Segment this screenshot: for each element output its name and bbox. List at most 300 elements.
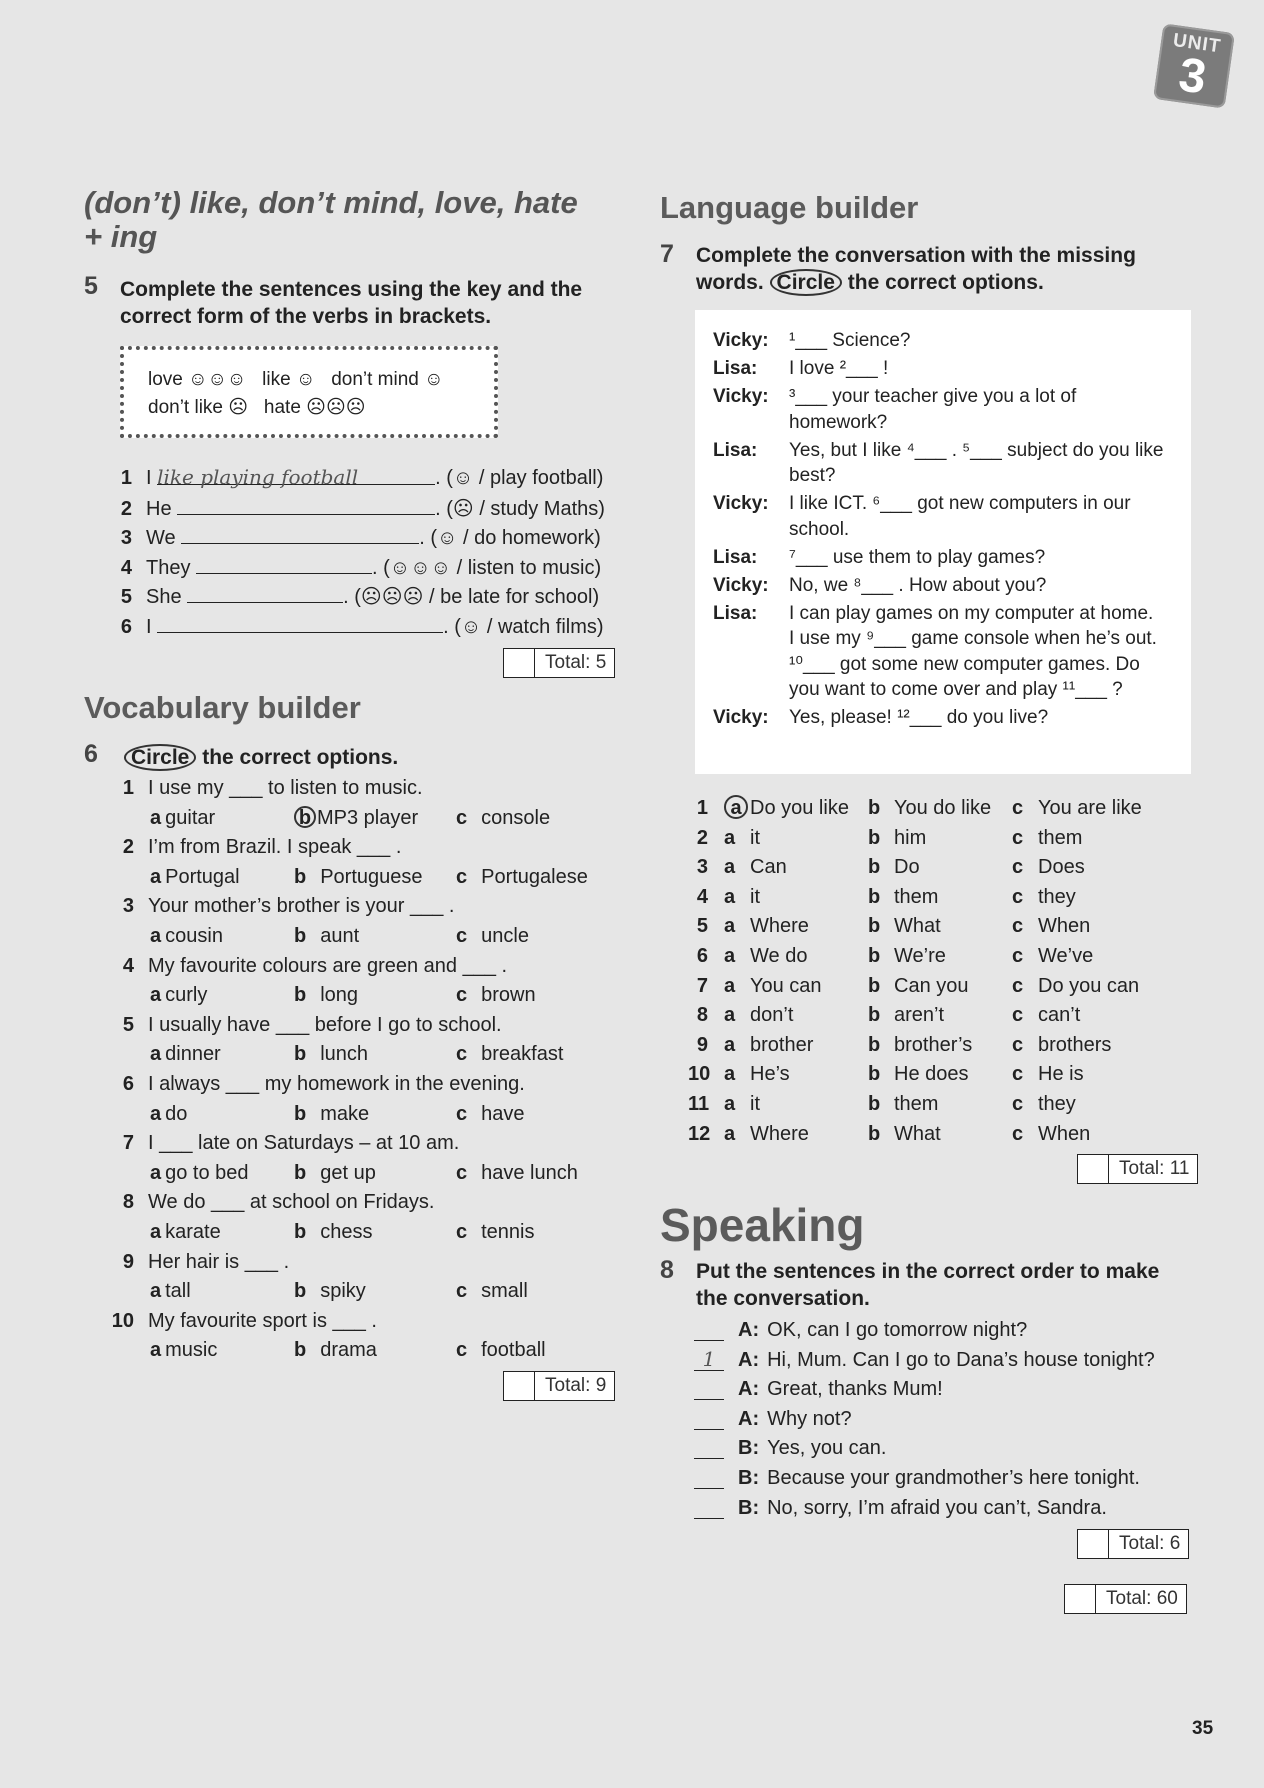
item-number: 10: [688, 1063, 711, 1086]
question-text: I ___ late on Saturdays – at 10 am.: [148, 1132, 460, 1155]
option-letter: c: [456, 1220, 468, 1243]
key-line-1: love ☺☺☺ like ☺ don’t mind ☺: [148, 369, 444, 390]
vocab-question: [108, 1070, 648, 1100]
answer-blank[interactable]: [196, 553, 372, 574]
option-letter: a: [150, 1339, 162, 1362]
turn-text: [789, 438, 1163, 489]
option-c[interactable]: [456, 1100, 525, 1130]
option-text: it: [750, 826, 760, 849]
option-c[interactable]: [456, 1159, 578, 1189]
answer-blank[interactable]: [187, 582, 343, 603]
turn-text: [789, 491, 1131, 542]
conversation-turn: [713, 601, 1191, 703]
option-text: Do: [894, 856, 920, 879]
exercise-6-instruction: [124, 744, 398, 771]
option-c[interactable]: [456, 1218, 535, 1248]
option-b[interactable]: [868, 1060, 969, 1090]
option-letter: a: [724, 1033, 736, 1056]
item-number: 8: [696, 1004, 708, 1027]
option-c[interactable]: [1012, 972, 1139, 1002]
option-letter: c: [1012, 1122, 1024, 1145]
item-number: 3: [120, 527, 132, 550]
question-text: I use my ___ to listen to music.: [148, 777, 423, 799]
instruction-line-2a: words.: [696, 271, 764, 294]
turn-line: I like ICT. ⁶___ got new computers in our: [789, 493, 1131, 514]
item-number: 11: [688, 1092, 710, 1115]
vocab-options: [108, 922, 648, 952]
option-letter: c: [456, 1339, 468, 1362]
option-b[interactable]: [294, 1040, 368, 1070]
option-letter: b: [868, 1033, 881, 1056]
item-number: 9: [122, 1250, 134, 1273]
option-a[interactable]: [724, 1031, 813, 1061]
conversation-turn: [713, 545, 1191, 571]
option-letter: b: [868, 1063, 881, 1086]
language-option-row: [688, 853, 1208, 883]
item-number: 5: [696, 915, 708, 938]
speaker-name: Vicky:: [713, 707, 769, 728]
option-b[interactable]: [868, 972, 969, 1002]
option-letter-circled: b: [294, 806, 316, 828]
item-number: 9: [696, 1033, 708, 1056]
vocab-options: [108, 1218, 648, 1248]
item-number: 8: [122, 1191, 134, 1214]
option-b[interactable]: [868, 824, 926, 854]
option-letter: a: [150, 1220, 162, 1243]
option-text: You can: [750, 974, 822, 997]
turn-line: I love ²___ !: [789, 358, 889, 379]
item-subject: She: [146, 586, 182, 609]
grammar-title: [84, 186, 644, 254]
turn-text: [789, 545, 1045, 571]
turn-text: [789, 705, 1048, 731]
option-letter: a: [724, 826, 736, 849]
answer-blank[interactable]: [177, 494, 435, 515]
option-a[interactable]: [724, 853, 787, 883]
option-b[interactable]: [294, 1218, 372, 1248]
option-b[interactable]: [868, 883, 938, 913]
speaker-name: Lisa:: [713, 602, 758, 624]
option-text: He’s: [750, 1063, 790, 1086]
language-option-row: [688, 1001, 1208, 1031]
option-b[interactable]: [294, 804, 418, 834]
conversation-turn: [713, 573, 1191, 599]
option-b[interactable]: [294, 922, 359, 952]
option-letter: c: [456, 806, 468, 829]
option-letter: b: [294, 1280, 307, 1303]
language-option-row: [688, 1120, 1208, 1150]
option-text: He does: [894, 1063, 969, 1086]
option-letter: c: [1012, 1033, 1024, 1056]
speaker-name: Lisa:: [713, 546, 758, 568]
instruction-line-2: the conversation.: [696, 1287, 870, 1310]
option-c[interactable]: [1012, 1031, 1111, 1061]
speaker-label: A:: [738, 1319, 760, 1341]
answer-blank[interactable]: [181, 523, 419, 544]
option-a[interactable]: [150, 1218, 221, 1248]
option-a[interactable]: [724, 1090, 760, 1120]
option-letter: c: [1012, 826, 1024, 849]
score-input-box[interactable]: [1065, 1585, 1096, 1613]
language-option-row: [688, 942, 1208, 972]
answer-blank[interactable]: [157, 612, 443, 633]
option-text: What: [894, 1122, 941, 1145]
option-text: brother: [750, 1033, 814, 1056]
option-letter: a: [724, 1063, 736, 1086]
option-c[interactable]: [1012, 1090, 1076, 1120]
score-input-box[interactable]: [504, 1372, 535, 1400]
option-text: tennis: [481, 1220, 535, 1243]
language-option-row: [688, 912, 1208, 942]
option-a[interactable]: [724, 1120, 809, 1150]
option-letter: a: [724, 885, 736, 908]
item-number: 5: [120, 586, 132, 609]
option-text: guitar: [165, 806, 216, 829]
item-number: 10: [111, 1309, 134, 1332]
option-letter: b: [868, 885, 881, 908]
speaking-item: [694, 1434, 1214, 1464]
option-b[interactable]: [294, 863, 423, 893]
speaker-name: Vicky:: [713, 493, 769, 514]
option-b[interactable]: [868, 1120, 941, 1150]
option-c[interactable]: [1012, 1060, 1084, 1090]
option-b[interactable]: [868, 942, 946, 972]
option-text: Where: [750, 915, 809, 938]
speaker-label: B:: [738, 1496, 760, 1519]
speaker-label: B:: [738, 1466, 760, 1489]
option-letter: a: [724, 1122, 736, 1145]
vocab-question: [108, 892, 648, 922]
option-text: We’ve: [1038, 944, 1094, 967]
option-c[interactable]: [1012, 1001, 1080, 1031]
order-blank[interactable]: [694, 1318, 724, 1341]
question-text: Her hair is ___ .: [148, 1250, 290, 1273]
score-input-box[interactable]: [1078, 1155, 1109, 1183]
item-number: 5: [122, 1013, 134, 1036]
speaking-text: Hi, Mum. Can I go to Dana’s house tonight?: [767, 1348, 1155, 1371]
option-c[interactable]: [1012, 942, 1093, 972]
item-cue: . (☺☺☺ / listen to music): [372, 556, 602, 579]
option-letter: c: [1012, 885, 1024, 908]
option-b[interactable]: [294, 1336, 377, 1366]
option-c[interactable]: [456, 922, 529, 952]
key-line-2: don’t like ☹ hate ☹☹☹: [148, 397, 366, 418]
option-text: have: [481, 1102, 525, 1125]
order-blank[interactable]: [694, 1377, 724, 1400]
option-text: karate: [165, 1220, 221, 1243]
conversation-turn: [713, 438, 1191, 489]
option-a[interactable]: [150, 1159, 249, 1189]
option-text: brown: [481, 984, 536, 1007]
option-a[interactable]: [724, 1060, 790, 1090]
option-text: curly: [165, 984, 208, 1007]
grammar-title-line2: + ing: [84, 219, 158, 254]
language-option-row: [688, 824, 1208, 854]
order-blank[interactable]: [694, 1407, 724, 1430]
item-number: 7: [696, 974, 708, 997]
option-c[interactable]: [456, 1336, 546, 1366]
option-text: Portuguese: [320, 865, 423, 888]
option-a[interactable]: [150, 1100, 187, 1130]
option-a[interactable]: [150, 981, 207, 1011]
option-b[interactable]: [294, 1159, 376, 1189]
order-blank[interactable]: 1: [694, 1348, 724, 1371]
option-c[interactable]: [1012, 794, 1142, 824]
item-number: 4: [696, 885, 708, 908]
vocab-options: [108, 981, 648, 1011]
conversation-turn: [713, 356, 1191, 382]
vocab-question: [108, 1188, 648, 1218]
speaking-title: Speaking: [660, 1199, 865, 1251]
option-a[interactable]: [724, 883, 760, 913]
item-number: 3: [122, 895, 134, 918]
option-c[interactable]: [1012, 883, 1076, 913]
option-c[interactable]: [1012, 1120, 1090, 1150]
item-number: 1: [696, 797, 708, 819]
order-blank[interactable]: [694, 1436, 724, 1459]
turn-text: [789, 328, 910, 354]
option-a[interactable]: [724, 1001, 793, 1031]
turn-line: ⁷___ use them to play games?: [789, 546, 1046, 568]
speaker-name: Vicky:: [713, 386, 769, 407]
option-c[interactable]: [456, 1040, 563, 1070]
option-text: Can you: [894, 974, 969, 997]
page-number: 35: [1192, 1718, 1214, 1739]
turn-text: [789, 601, 1157, 703]
option-c[interactable]: [456, 1277, 528, 1307]
option-letter: c: [456, 1161, 468, 1184]
option-letter: b: [868, 797, 881, 819]
option-a[interactable]: [150, 804, 215, 834]
option-letter: c: [456, 1043, 468, 1066]
speaking-item: [694, 1346, 1214, 1376]
vocab-question: [108, 952, 648, 982]
grammar-item: [114, 464, 634, 494]
option-b[interactable]: [294, 981, 358, 1011]
instruction-line-2: correct form of the verbs in brackets.: [120, 305, 492, 328]
option-letter: b: [294, 984, 307, 1007]
option-letter: c: [456, 1102, 468, 1125]
item-number: 2: [696, 826, 708, 849]
total-label: Total: 9: [545, 1375, 607, 1396]
turn-line: best?: [789, 465, 836, 486]
option-letter: b: [868, 915, 881, 938]
option-text: don’t: [750, 1004, 794, 1027]
total-box-7: [1077, 1154, 1198, 1184]
option-text: When: [1038, 915, 1091, 938]
item-subject: He: [146, 497, 172, 520]
exercise-5-items: [114, 464, 634, 642]
turn-line: I use my ⁹___ game console when he’s out.: [789, 628, 1157, 649]
option-letter: a: [150, 924, 162, 947]
option-a[interactable]: [150, 1336, 217, 1366]
language-option-row: [688, 883, 1208, 913]
option-text: him: [894, 826, 927, 849]
question-text: I usually have ___ before I go to school.: [148, 1013, 502, 1036]
option-letter: a: [150, 1161, 162, 1184]
total-label: Total: 6: [1119, 1533, 1181, 1554]
vocab-options: [108, 1100, 648, 1130]
option-letter: b: [868, 856, 881, 879]
option-text: it: [750, 1092, 760, 1115]
option-letter: c: [456, 924, 468, 947]
option-b[interactable]: [868, 853, 920, 883]
option-a[interactable]: [724, 824, 760, 854]
option-letter: b: [294, 1102, 307, 1125]
option-letter: b: [294, 865, 307, 888]
exercise-5-instruction: [120, 276, 640, 330]
option-a[interactable]: [150, 1277, 191, 1307]
option-a[interactable]: [724, 794, 849, 824]
option-text: We do: [750, 944, 808, 967]
answer-blank[interactable]: like playing football: [157, 464, 435, 485]
option-text: aren’t: [894, 1004, 945, 1027]
option-b[interactable]: [294, 1100, 369, 1130]
item-number: 6: [122, 1072, 134, 1095]
speaking-text: OK, can I go tomorrow night?: [767, 1319, 1028, 1341]
option-text: them: [894, 885, 939, 908]
speaking-item: [694, 1464, 1214, 1494]
option-b[interactable]: [868, 1031, 972, 1061]
vocab-options: [108, 1277, 648, 1307]
option-b[interactable]: [868, 912, 941, 942]
vocab-options: [108, 804, 648, 834]
option-letter: b: [294, 1220, 307, 1243]
option-b[interactable]: [294, 1277, 366, 1307]
item-subject: They: [146, 556, 191, 579]
option-text: it: [750, 885, 760, 908]
option-text: aunt: [320, 924, 360, 947]
instruction-line-1: Complete the sentences using the key and the: [120, 278, 583, 301]
option-text: breakfast: [481, 1043, 564, 1066]
option-text: Do you can: [1038, 974, 1140, 997]
exercise-number-6: 6: [84, 740, 98, 768]
key-box: [120, 346, 498, 438]
option-text: spiky: [320, 1280, 366, 1303]
item-number: 1: [122, 777, 134, 799]
option-b[interactable]: [868, 1001, 944, 1031]
option-text: brother’s: [894, 1033, 973, 1056]
language-option-row: [688, 1090, 1208, 1120]
option-letter: c: [1012, 856, 1024, 879]
vocab-question: [108, 1129, 648, 1159]
option-c[interactable]: [1012, 824, 1082, 854]
language-option-row: [688, 1031, 1208, 1061]
option-letter: a: [724, 915, 736, 938]
option-letter: b: [294, 924, 307, 947]
option-b[interactable]: [868, 1090, 938, 1120]
option-text: get up: [320, 1161, 376, 1184]
option-a[interactable]: [724, 942, 807, 972]
conversation-turn: [713, 491, 1191, 542]
instruction-rest: the correct options.: [202, 746, 399, 769]
vocab-options: [108, 1159, 648, 1189]
turn-line: Yes, but I like ⁴___ . ⁵___ subject do you like: [789, 439, 1164, 461]
grammar-item: [114, 612, 634, 642]
grammar-item: [114, 523, 634, 553]
score-input-box[interactable]: [504, 649, 535, 677]
speaker-name: Vicky:: [713, 574, 769, 596]
vocab-question: [108, 774, 648, 804]
exercise-number-5: 5: [84, 272, 98, 300]
vocab-title: Vocabulary builder: [84, 690, 361, 725]
circle-word: Circle: [124, 744, 196, 771]
option-c[interactable]: [1012, 912, 1090, 942]
option-a[interactable]: [150, 922, 223, 952]
option-letter: c: [1012, 944, 1024, 967]
option-b[interactable]: [868, 794, 991, 824]
option-text: dinner: [165, 1043, 221, 1066]
item-number: 2: [120, 497, 132, 520]
option-c[interactable]: [456, 863, 588, 893]
item-number: 4: [120, 556, 132, 579]
option-a[interactable]: [150, 863, 240, 893]
item-number: 12: [688, 1122, 711, 1145]
option-text: Portugal: [165, 865, 240, 888]
option-text: What: [894, 915, 941, 938]
option-text: them: [1038, 826, 1083, 849]
option-text: tall: [165, 1280, 191, 1303]
unit-number: 3: [1175, 48, 1210, 105]
option-letter: a: [724, 974, 736, 997]
score-input-box[interactable]: [1078, 1530, 1109, 1558]
option-a[interactable]: [724, 912, 809, 942]
option-text: You are like: [1038, 797, 1142, 819]
option-text: Do you like: [750, 797, 849, 819]
option-letter: a: [724, 1004, 736, 1027]
turn-text: [789, 356, 888, 382]
speaker-label: B:: [738, 1437, 760, 1460]
order-blank[interactable]: [694, 1466, 724, 1489]
speaker-label: A:: [738, 1378, 760, 1401]
option-letter: a: [150, 1043, 162, 1066]
option-text: When: [1038, 1122, 1091, 1145]
item-number: 6: [120, 615, 132, 638]
turn-line: school.: [789, 518, 850, 540]
exercise-8-items: [694, 1316, 1214, 1523]
option-letter-circled: a: [724, 795, 748, 819]
item-number: 4: [122, 954, 134, 977]
option-letter: b: [294, 1161, 307, 1184]
vocab-question: [108, 1248, 648, 1278]
turn-line: ³___ your teacher give you a lot of: [789, 386, 1077, 407]
total-box-8: [1077, 1529, 1189, 1559]
option-text: they: [1038, 885, 1076, 908]
item-subject: I: [146, 467, 152, 489]
exercise-number-7: 7: [660, 240, 674, 268]
option-c[interactable]: [456, 981, 536, 1011]
option-text: Portugalese: [481, 865, 588, 888]
item-number: 6: [696, 944, 708, 967]
grammar-title-line1: (don’t) like, don’t mind, love, hate: [84, 185, 578, 220]
vocab-options: [108, 1040, 648, 1070]
option-letter: b: [294, 1043, 307, 1066]
item-number: 3: [696, 856, 708, 879]
option-c[interactable]: [1012, 853, 1085, 883]
option-letter: c: [1012, 1063, 1024, 1086]
option-a[interactable]: [150, 1040, 221, 1070]
option-letter: c: [1012, 974, 1024, 997]
option-text: make: [320, 1102, 370, 1125]
total-box-6: [503, 1371, 615, 1401]
option-a[interactable]: [724, 972, 822, 1002]
language-option-row: [688, 972, 1208, 1002]
order-blank[interactable]: [694, 1496, 724, 1519]
speaking-text: Yes, you can.: [767, 1437, 887, 1460]
option-letter: b: [294, 1339, 307, 1362]
option-c[interactable]: [456, 804, 550, 834]
unit-label: UNIT: [1171, 29, 1223, 58]
